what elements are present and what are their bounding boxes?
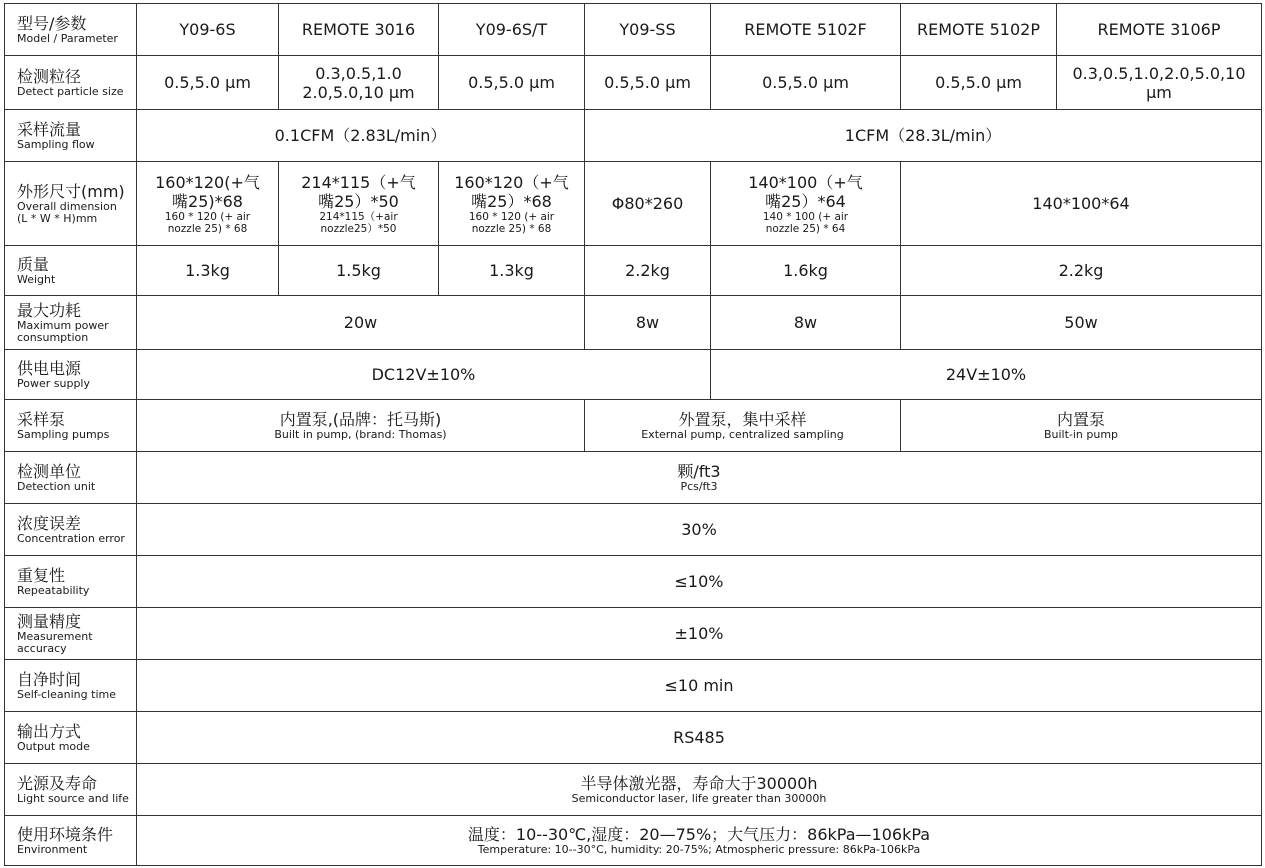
label-en: Weight bbox=[17, 272, 56, 286]
weight-cell: 2.2kg bbox=[585, 246, 711, 296]
label-en: Overall dimension bbox=[17, 199, 117, 213]
label-en: (L * W * H)mm bbox=[17, 211, 98, 225]
model-cell: REMOTE 5102P bbox=[901, 4, 1057, 56]
power-cell: 50w bbox=[901, 296, 1262, 350]
supply-cell: 24V±10% bbox=[711, 350, 1262, 400]
label-en: Concentration error bbox=[17, 531, 125, 545]
power-cell: 8w bbox=[585, 296, 711, 350]
row-flow bbox=[5, 110, 1262, 162]
label-zh: 采样泵 bbox=[17, 409, 66, 429]
unit-zh: 颗/ft3 bbox=[677, 461, 721, 481]
pumps-cell bbox=[137, 400, 585, 452]
header-power bbox=[5, 296, 137, 350]
dimension-cell bbox=[711, 162, 901, 246]
flow-cell: 1CFM（28.3L/min） bbox=[585, 110, 1262, 162]
row-repeat bbox=[5, 556, 1262, 608]
weight-cell: 1.3kg bbox=[439, 246, 585, 296]
dimension-zh: 嘴25)*68 bbox=[172, 191, 243, 211]
dimension-cell: Φ80*260 bbox=[585, 162, 711, 246]
particle-line: 2.0,5.0,10 μm bbox=[302, 82, 415, 102]
pumps-zh: 内置泵,(品牌：托马斯) bbox=[279, 409, 442, 429]
dimension-cell bbox=[137, 162, 279, 246]
label-zh: 采样流量 bbox=[17, 119, 82, 139]
dimension-en: nozzle25）*50 bbox=[320, 222, 397, 235]
row-model bbox=[5, 4, 1262, 56]
label-en: Self-cleaning time bbox=[17, 687, 116, 701]
dimension-zh: 嘴25）*64 bbox=[765, 191, 846, 211]
row-power bbox=[5, 296, 1262, 350]
label-en: Maximum power bbox=[17, 318, 109, 332]
pumps-en: Built in pump, (brand: Thomas) bbox=[274, 427, 447, 441]
dimension-zh: 140*100（+气 bbox=[748, 172, 863, 192]
pumps-zh: 内置泵 bbox=[1056, 409, 1105, 429]
label-en: Repeatability bbox=[17, 583, 90, 597]
row-weight bbox=[5, 246, 1262, 296]
label-zh: 重复性 bbox=[17, 565, 66, 585]
header-unit bbox=[5, 452, 137, 504]
weight-cell: 1.3kg bbox=[137, 246, 279, 296]
label-zh: 使用环境条件 bbox=[17, 824, 114, 844]
label-en: Light source and life bbox=[17, 791, 129, 805]
dimension-en: nozzle 25) * 68 bbox=[471, 222, 552, 235]
unit-cell bbox=[137, 452, 1262, 504]
label-zh: 最大功耗 bbox=[17, 300, 82, 320]
particle-cell bbox=[279, 56, 439, 110]
dimension-zh: 214*115（+气 bbox=[301, 172, 416, 192]
weight-cell: 1.6kg bbox=[711, 246, 901, 296]
label-zh: 自净时间 bbox=[17, 669, 82, 689]
pumps-cell bbox=[585, 400, 901, 452]
dimension-en: 160 * 120 (+ air bbox=[164, 210, 251, 223]
model-cell: REMOTE 5102F bbox=[711, 4, 901, 56]
row-accuracy bbox=[5, 608, 1262, 660]
light-cell bbox=[137, 764, 1262, 816]
spec-table bbox=[4, 3, 1262, 866]
model-cell: Y09-SS bbox=[585, 4, 711, 56]
particle-cell: 0.5,5.0 μm bbox=[137, 56, 279, 110]
row-particle bbox=[5, 56, 1262, 110]
label-en: consumption bbox=[17, 330, 89, 344]
label-en: Model / Parameter bbox=[17, 31, 118, 45]
header-supply bbox=[5, 350, 137, 400]
row-clean bbox=[5, 660, 1262, 712]
env-en: Temperature: 10--30°C, humidity: 20-75%; Atmospheric pressure: 86kPa-106kPa bbox=[477, 842, 921, 856]
dimension-zh: 160*120(+气 bbox=[155, 172, 260, 192]
label-zh: 型号/参数 bbox=[17, 13, 87, 33]
supply-cell: DC12V±10% bbox=[137, 350, 711, 400]
dimension-cell: 140*100*64 bbox=[901, 162, 1262, 246]
label-en: Sampling flow bbox=[17, 137, 95, 151]
header-env bbox=[5, 816, 137, 866]
pumps-en: External pump, centralized sampling bbox=[641, 427, 844, 441]
particle-cell: 0.5,5.0 μm bbox=[901, 56, 1057, 110]
header-particle bbox=[5, 56, 137, 110]
particle-cell: 0.5,5.0 μm bbox=[439, 56, 585, 110]
header-flow bbox=[5, 110, 137, 162]
flow-cell: 0.1CFM（2.83L/min） bbox=[137, 110, 585, 162]
header-clean bbox=[5, 660, 137, 712]
header-dimension bbox=[5, 162, 137, 246]
dimension-en: nozzle 25) * 68 bbox=[167, 222, 248, 235]
row-env bbox=[5, 816, 1262, 866]
label-zh: 质量 bbox=[17, 254, 50, 274]
output-cell: RS485 bbox=[137, 712, 1262, 764]
label-zh: 检测粒径 bbox=[17, 66, 82, 86]
dimension-cell bbox=[279, 162, 439, 246]
dimension-zh: 嘴25）*68 bbox=[471, 191, 552, 211]
light-zh: 半导体激光器，寿命大于30000h bbox=[580, 773, 818, 793]
row-unit bbox=[5, 452, 1262, 504]
header-output bbox=[5, 712, 137, 764]
dimension-en: 214*115（+air bbox=[319, 210, 398, 223]
label-en: Output mode bbox=[17, 739, 90, 753]
row-output bbox=[5, 712, 1262, 764]
label-en: Sampling pumps bbox=[17, 427, 110, 441]
dimension-en: 140 * 100 (+ air bbox=[762, 210, 849, 223]
clean-cell: ≤10 min bbox=[137, 660, 1262, 712]
label-en: Power supply bbox=[17, 376, 90, 390]
row-light bbox=[5, 764, 1262, 816]
label-en: Environment bbox=[17, 842, 88, 856]
label-en: Measurement accuracy bbox=[17, 629, 93, 655]
header-error bbox=[5, 504, 137, 556]
dimension-cell bbox=[439, 162, 585, 246]
light-en: Semiconductor laser, life greater than 30000h bbox=[571, 791, 827, 805]
unit-en: Pcs/ft3 bbox=[680, 479, 718, 493]
dimension-en: 160 * 120 (+ air bbox=[468, 210, 555, 223]
label-zh: 浓度误差 bbox=[17, 513, 82, 533]
row-supply bbox=[5, 350, 1262, 400]
dimension-zh: 嘴25）*50 bbox=[318, 191, 399, 211]
env-cell bbox=[137, 816, 1262, 866]
dimension-zh: 160*120（+气 bbox=[454, 172, 569, 192]
particle-cell: 0.5,5.0 μm bbox=[711, 56, 901, 110]
model-cell: REMOTE 3106P bbox=[1057, 4, 1262, 56]
label-zh: 外形尺寸(mm) bbox=[17, 181, 125, 201]
row-dimension bbox=[5, 162, 1262, 246]
weight-cell: 1.5kg bbox=[279, 246, 439, 296]
pumps-en: Built-in pump bbox=[1043, 427, 1119, 441]
label-zh: 光源及寿命 bbox=[17, 773, 98, 793]
header-weight bbox=[5, 246, 137, 296]
dimension-en: nozzle 25) * 64 bbox=[765, 222, 846, 235]
model-cell: Y09-6S/T bbox=[439, 4, 585, 56]
row-error bbox=[5, 504, 1262, 556]
pumps-zh: 外置泵，集中采样 bbox=[678, 409, 807, 429]
label-zh: 测量精度 bbox=[17, 611, 82, 631]
weight-cell: 2.2kg bbox=[901, 246, 1262, 296]
particle-line: 0.3,0.5,1.0 bbox=[315, 63, 402, 83]
power-cell: 20w bbox=[137, 296, 585, 350]
model-cell: Y09-6S bbox=[137, 4, 279, 56]
label-zh: 输出方式 bbox=[17, 721, 82, 741]
error-cell: 30% bbox=[137, 504, 1262, 556]
repeat-cell: ≤10% bbox=[137, 556, 1262, 608]
env-zh: 温度：10--30℃,湿度：20—75%；大气压力：86kPa—106kPa bbox=[467, 824, 931, 844]
label-en: Detect particle size bbox=[17, 84, 124, 98]
model-cell: REMOTE 3016 bbox=[279, 4, 439, 56]
label-zh: 检测单位 bbox=[17, 461, 82, 481]
accuracy-cell: ±10% bbox=[137, 608, 1262, 660]
header-repeat bbox=[5, 556, 137, 608]
header-light bbox=[5, 764, 137, 816]
header-pumps bbox=[5, 400, 137, 452]
header-model bbox=[5, 4, 137, 56]
power-cell: 8w bbox=[711, 296, 901, 350]
particle-cell: 0.3,0.5,1.0,2.0,5.0,10 μm bbox=[1057, 56, 1262, 110]
label-zh: 供电电源 bbox=[17, 358, 82, 378]
header-accuracy bbox=[5, 608, 137, 660]
label-en: Detection unit bbox=[17, 479, 96, 493]
row-pumps bbox=[5, 400, 1262, 452]
pumps-cell bbox=[901, 400, 1262, 452]
particle-cell: 0.5,5.0 μm bbox=[585, 56, 711, 110]
